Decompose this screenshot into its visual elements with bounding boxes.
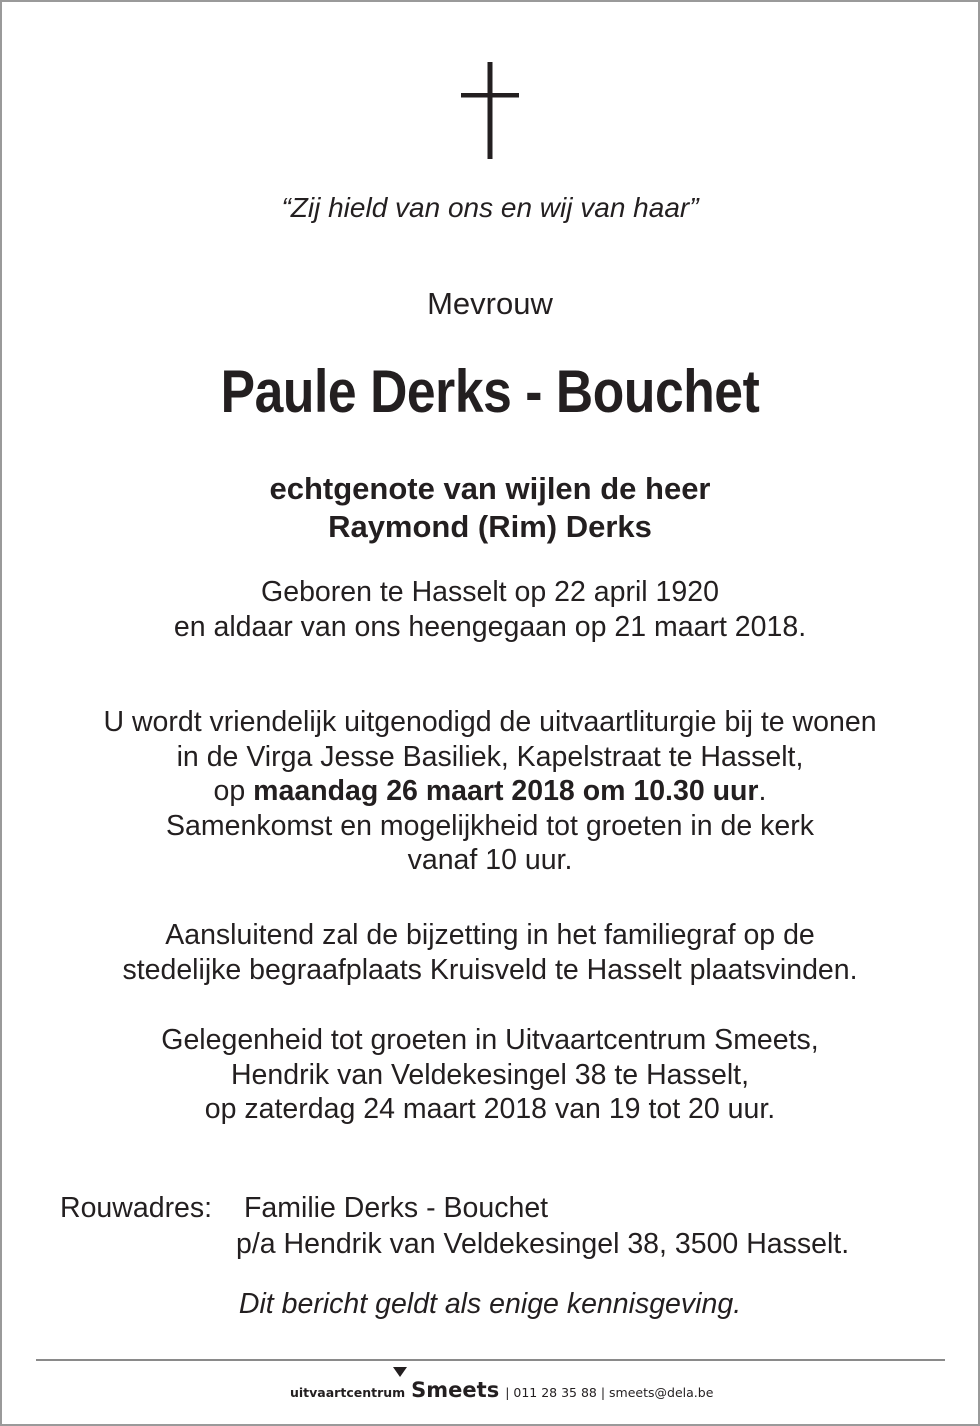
footer-brand-name: Smeets: [411, 1378, 500, 1402]
service-date-prefix: op: [213, 775, 254, 807]
footer-brand-small: uitvaartcentrum: [290, 1385, 406, 1400]
service-date: maandag 26 maart 2018 om 10.30 uur: [253, 775, 759, 807]
mourning-address-row-1: [60, 1190, 849, 1226]
deceased-name: Paule Derks - Bouchet: [220, 358, 760, 425]
visitation-block: [0, 1023, 980, 1127]
mourning-address-family: Familie Derks - Bouchet: [244, 1192, 549, 1224]
service-date-suffix: .: [758, 775, 767, 807]
service-line-5: vanaf 10 uur.: [407, 844, 573, 876]
notice-text: Dit bericht geldt als enige kennisgeving.: [238, 1288, 742, 1320]
spouse-line-1: echtgenote van wijlen de heer: [269, 471, 711, 506]
service-date-line: [0, 774, 980, 809]
memorial-quote: “Zij hield van ons en wij van haar”: [281, 192, 699, 223]
visitation-line-1: Gelegenheid tot groeten in Uitvaartcentrum Smeets,: [161, 1024, 819, 1056]
mourning-address-street: p/a Hendrik van Veldekesingel 38, 3500 Hasselt.: [236, 1228, 850, 1260]
spouse-block: [0, 470, 980, 546]
footer-divider: [36, 1359, 945, 1361]
burial-block: [0, 918, 980, 987]
service-line-4: Samenkomst en mogelijkheid tot groeten in de kerk: [166, 809, 814, 842]
burial-line-2: stedelijke begraafplaats Kruisveld te Hasselt plaatsvinden.: [122, 953, 858, 986]
birth-line: Geboren te Hasselt op 22 april 1920: [261, 576, 719, 608]
cross-vertical-beam: [488, 62, 493, 159]
service-line-2: in de Virga Jesse Basiliek, Kapelstraat te Hasselt,: [176, 740, 804, 773]
salutation: Mevrouw: [427, 286, 553, 321]
visitation-line-3: op zaterdag 24 maart 2018 van 19 tot 20 uur.: [204, 1093, 776, 1125]
birth-death-block: [0, 575, 980, 644]
burial-line-1: Aansluitend zal de bijzetting in het familiegraf op de: [165, 919, 815, 951]
mourning-address-row-2: [60, 1226, 849, 1262]
funeral-home-footer: [290, 1378, 713, 1402]
footer-contact: | 011 28 35 88 | smeets@dela.be: [505, 1385, 714, 1400]
cross-icon: [0, 0, 980, 170]
triangle-down-icon: [393, 1367, 407, 1377]
cross-horizontal-beam: [461, 93, 519, 98]
mourning-address-label: Rouwadres:: [60, 1192, 213, 1224]
service-line-1: U wordt vriendelijk uitgenodigd de uitvaartliturgie bij te wonen: [103, 706, 877, 738]
visitation-line-2: Hendrik van Veldekesingel 38 te Hasselt,: [230, 1058, 750, 1091]
death-line: en aldaar van ons heengegaan op 21 maart 2018.: [173, 610, 807, 643]
funeral-service-block: [0, 705, 980, 878]
mourning-address: [60, 1190, 849, 1262]
spouse-line-2: Raymond (Rim) Derks: [328, 509, 652, 544]
